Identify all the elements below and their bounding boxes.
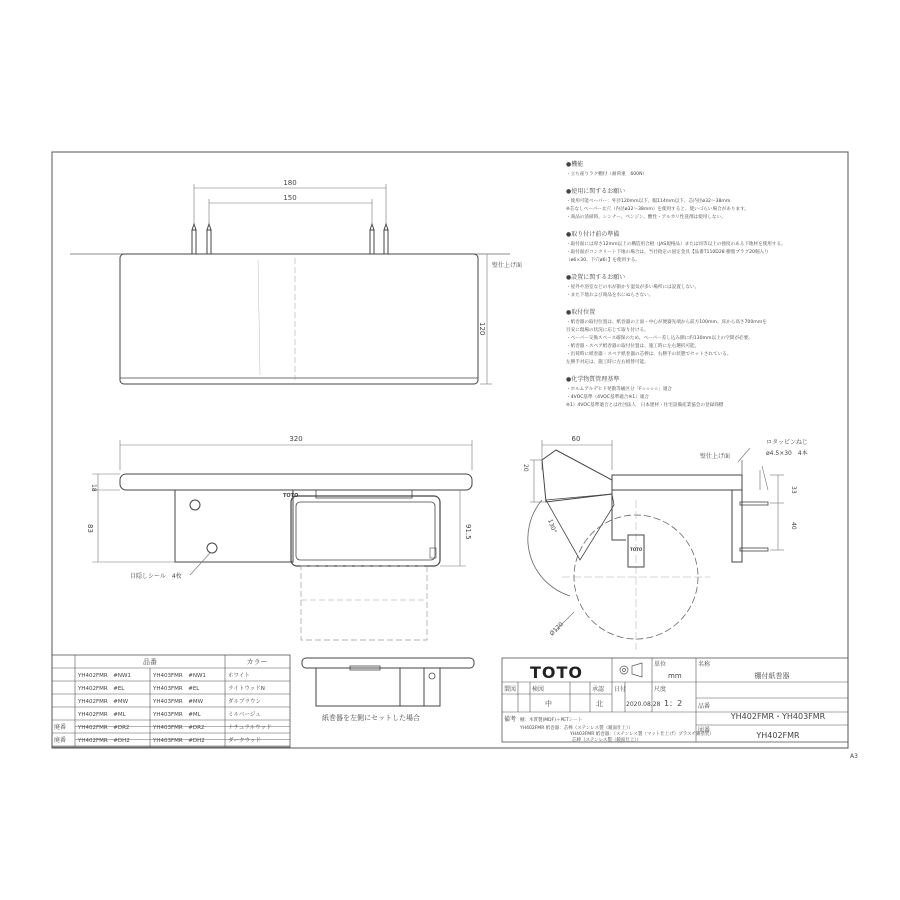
dim-roll: Ø120 (548, 621, 565, 638)
note-section-title: ●取り付け前の準備 (566, 231, 620, 238)
left-set-view (302, 658, 474, 722)
note-line: （ø6×30、下穴ø6）】を使用する。 (566, 258, 640, 263)
table-cell-a: YH402FMR #ML (78, 712, 126, 718)
dim-320: 320 (289, 435, 303, 443)
table-cell-c: ライトウッドN (228, 686, 265, 692)
material-line-1: 棚：木質製(MDF)＋PETシート (520, 718, 583, 723)
scale-value: 1：2 (664, 699, 683, 708)
drafter-label: 製図 (504, 686, 517, 693)
sheet-size: A3 (850, 753, 858, 760)
screw-label-1: ロタッピンねじ (766, 439, 809, 446)
col-header-color: カラー (246, 658, 268, 666)
notes-block (566, 160, 786, 408)
dim-83: 83 (86, 524, 94, 533)
note-line: ・紙巻器の取付位置は、紙巻器の上面・中心が便器先端から前方100mm、床から高さ700mmを (566, 320, 767, 325)
dim-33: 33 (790, 486, 797, 494)
note-line: 左勝手対応は、施工時に左右組替可能。 (566, 360, 649, 365)
product-value: YH402FMR・YH403FMR (730, 712, 826, 721)
date-value: 2020.08.28 (626, 701, 661, 708)
name-value: 棚付紙巻器 (754, 672, 790, 680)
dim-150: 150 (283, 194, 297, 202)
wall-label-top: 壁仕上げ面 (492, 262, 523, 269)
note-line: ・また下地および商品を水にぬらさない。 (566, 293, 654, 298)
note-line: ・取付面には厚さ12mm以上の構造用合板（JAS規格品）または同等以上の強度のある下地材を使用する。 (566, 242, 786, 247)
note-line: ・ホルムアルデヒド発散等級区分「F☆☆☆☆」適合 (566, 387, 673, 392)
svg-text:TOTO: TOTO (630, 547, 643, 552)
note-section-title: ●化学物質管理基準 (566, 376, 620, 383)
table-cell-c: ミルベージュ (228, 712, 261, 718)
table-cell-b: YH403FMR #MW (153, 699, 204, 705)
shelf-side (612, 475, 742, 490)
note-line: ※芯なしペーパー太穴（内径ø32〜38mm）を使用すると、使いづらい場合があります。 (566, 207, 749, 212)
table-cell-b: YH403FMR #ML (153, 712, 201, 718)
note-section-title: ●取付位置 (566, 309, 596, 316)
dim-180: 180 (283, 179, 297, 187)
table-cell-b: YH403FMR #NW1 (153, 673, 206, 679)
top-view-body (120, 254, 478, 384)
table-cell-b: YH403FMR #DR2 (153, 725, 205, 731)
approver-label: 承認 (592, 686, 605, 693)
front-view (86, 435, 472, 640)
brand-on-drawing: TOTO (283, 493, 299, 499)
left-set-caption: 紙巻器を左側にセットした場合 (322, 714, 420, 722)
dim-91-5: 91.5 (464, 524, 472, 540)
approver-name: 北 (596, 700, 603, 708)
table-cell-a: YH402FMR #NW1 (78, 673, 131, 679)
note-line: ・立ち座りラク棚付（耐荷重 600N） (566, 172, 648, 177)
side-view (522, 435, 808, 650)
date-label: 日付 (614, 686, 627, 693)
dim-18: 18 (90, 484, 97, 492)
drawing-label: 図番 (698, 727, 711, 734)
note-line: ※1）4VOC基準適合とは社団法人 日本建材・住宅設備産業協会の登録商標 (566, 403, 724, 408)
wall-label-side: 壁仕上げ面 (700, 453, 731, 460)
dim-20: 20 (522, 464, 529, 472)
name-label: 名称 (698, 661, 711, 668)
screw-label-2: ø4.5×30 4本 (766, 450, 808, 457)
note-line: 目安に現場の状況に応じて取り付ける。 (566, 328, 649, 333)
dim-60: 60 (571, 435, 581, 443)
note-section-title: ●機能 (566, 161, 584, 168)
screw-hole-lower (207, 543, 217, 553)
checker-label: 検図 (532, 686, 545, 693)
wall-screws-top (192, 224, 388, 254)
table-cell-b: YH403FMR #EL (153, 686, 200, 692)
note-section-title: ●設置に関するお願い (566, 274, 626, 281)
toto-logo: TOTO (530, 663, 584, 682)
table-cell-c: ダークウッド (228, 738, 261, 744)
paper-holder-front (291, 496, 440, 566)
table-cell-prefix: 廃番 (54, 737, 67, 744)
material-line-2: YH402FMR 紙巻器：芯棒（ステンレス製（鏡面仕上）） (520, 726, 633, 731)
table-cell-prefix: 廃番 (54, 724, 67, 731)
material-line-4: 芯棒（ステンレス製（鏡面仕上）） (572, 738, 642, 743)
material-line-3: YH403FMR 紙巻器：（ステンレス製（マット仕上げ）プラスチ銅塗装） (570, 732, 715, 737)
note-section-title: ●使用に関するお願い (566, 188, 626, 195)
projection-symbol-icon (620, 663, 642, 677)
note-line: ・紙巻器・スペア紙巻器の取付位置は、施工時に左右選択可能。 (566, 344, 700, 349)
color-table (52, 655, 290, 747)
screw-hole-upper (190, 500, 200, 510)
note-line: ・使用可能ペーパー：外径120mm以下、幅114mm以下、芯内径ø32〜38mm (566, 199, 731, 204)
table-cell-b: YH403FMR #DH2 (153, 738, 205, 744)
note-line: ・4VOC基準（4VOC基準適合※1）適合 (566, 395, 649, 400)
note-line: ・商品の清掃時、シンナー、ベンジン、酸性・アルカリ性洗剤は使用しない。 (566, 215, 726, 220)
product-label: 品番 (698, 703, 711, 710)
col-header-product: 品番 (143, 658, 157, 666)
table-cell-a: YH402FMR #DH2 (78, 738, 130, 744)
table-cell-c: ナチュラルウッド (228, 725, 272, 731)
sticker-label: 目隠しシール 4枚 (130, 573, 182, 580)
table-cell-a: YH402FMR #EL (78, 686, 125, 692)
angle-130: 130° (546, 518, 558, 535)
note-line: ・取付面がコンクリート下地の場合は、当社指定の固定金具【品番T110D28 樹脂プラグ20個入り (566, 250, 769, 255)
checker-name: 中 (545, 700, 552, 708)
table-cell-c: ホワイト (228, 673, 250, 679)
dim-40: 40 (790, 522, 797, 530)
table-cell-a: YH402FMR #DR2 (78, 725, 130, 731)
table-cell-c: ダルブラウン (228, 699, 262, 705)
note-line: ・ペーパー交換スペース確保のため、ペーパー差し込み側に約130mm以上の空間が必要。 (566, 336, 753, 341)
scale-label: 尺度 (654, 686, 667, 693)
shelf-board-front (120, 474, 472, 490)
dim-120: 120 (478, 322, 486, 336)
drawing-value: YH402FMR (756, 731, 800, 740)
note-line: ・屋外や浴室などの水が掛かり湿気が多い場所には設置しない。 (566, 285, 700, 290)
paper-roll-front (301, 566, 427, 640)
unit-value: mm (668, 672, 682, 680)
title-block (502, 658, 858, 760)
material-label: 備考 (504, 716, 517, 723)
note-line: ・出荷時に紙巻器・スペア紙巻器の芯棒は、右勝手の状態でセットされている。 (566, 352, 732, 357)
table-cell-a: YH402FMR #MW (78, 699, 129, 705)
unit-label: 単位 (654, 661, 667, 668)
top-view (70, 179, 522, 384)
